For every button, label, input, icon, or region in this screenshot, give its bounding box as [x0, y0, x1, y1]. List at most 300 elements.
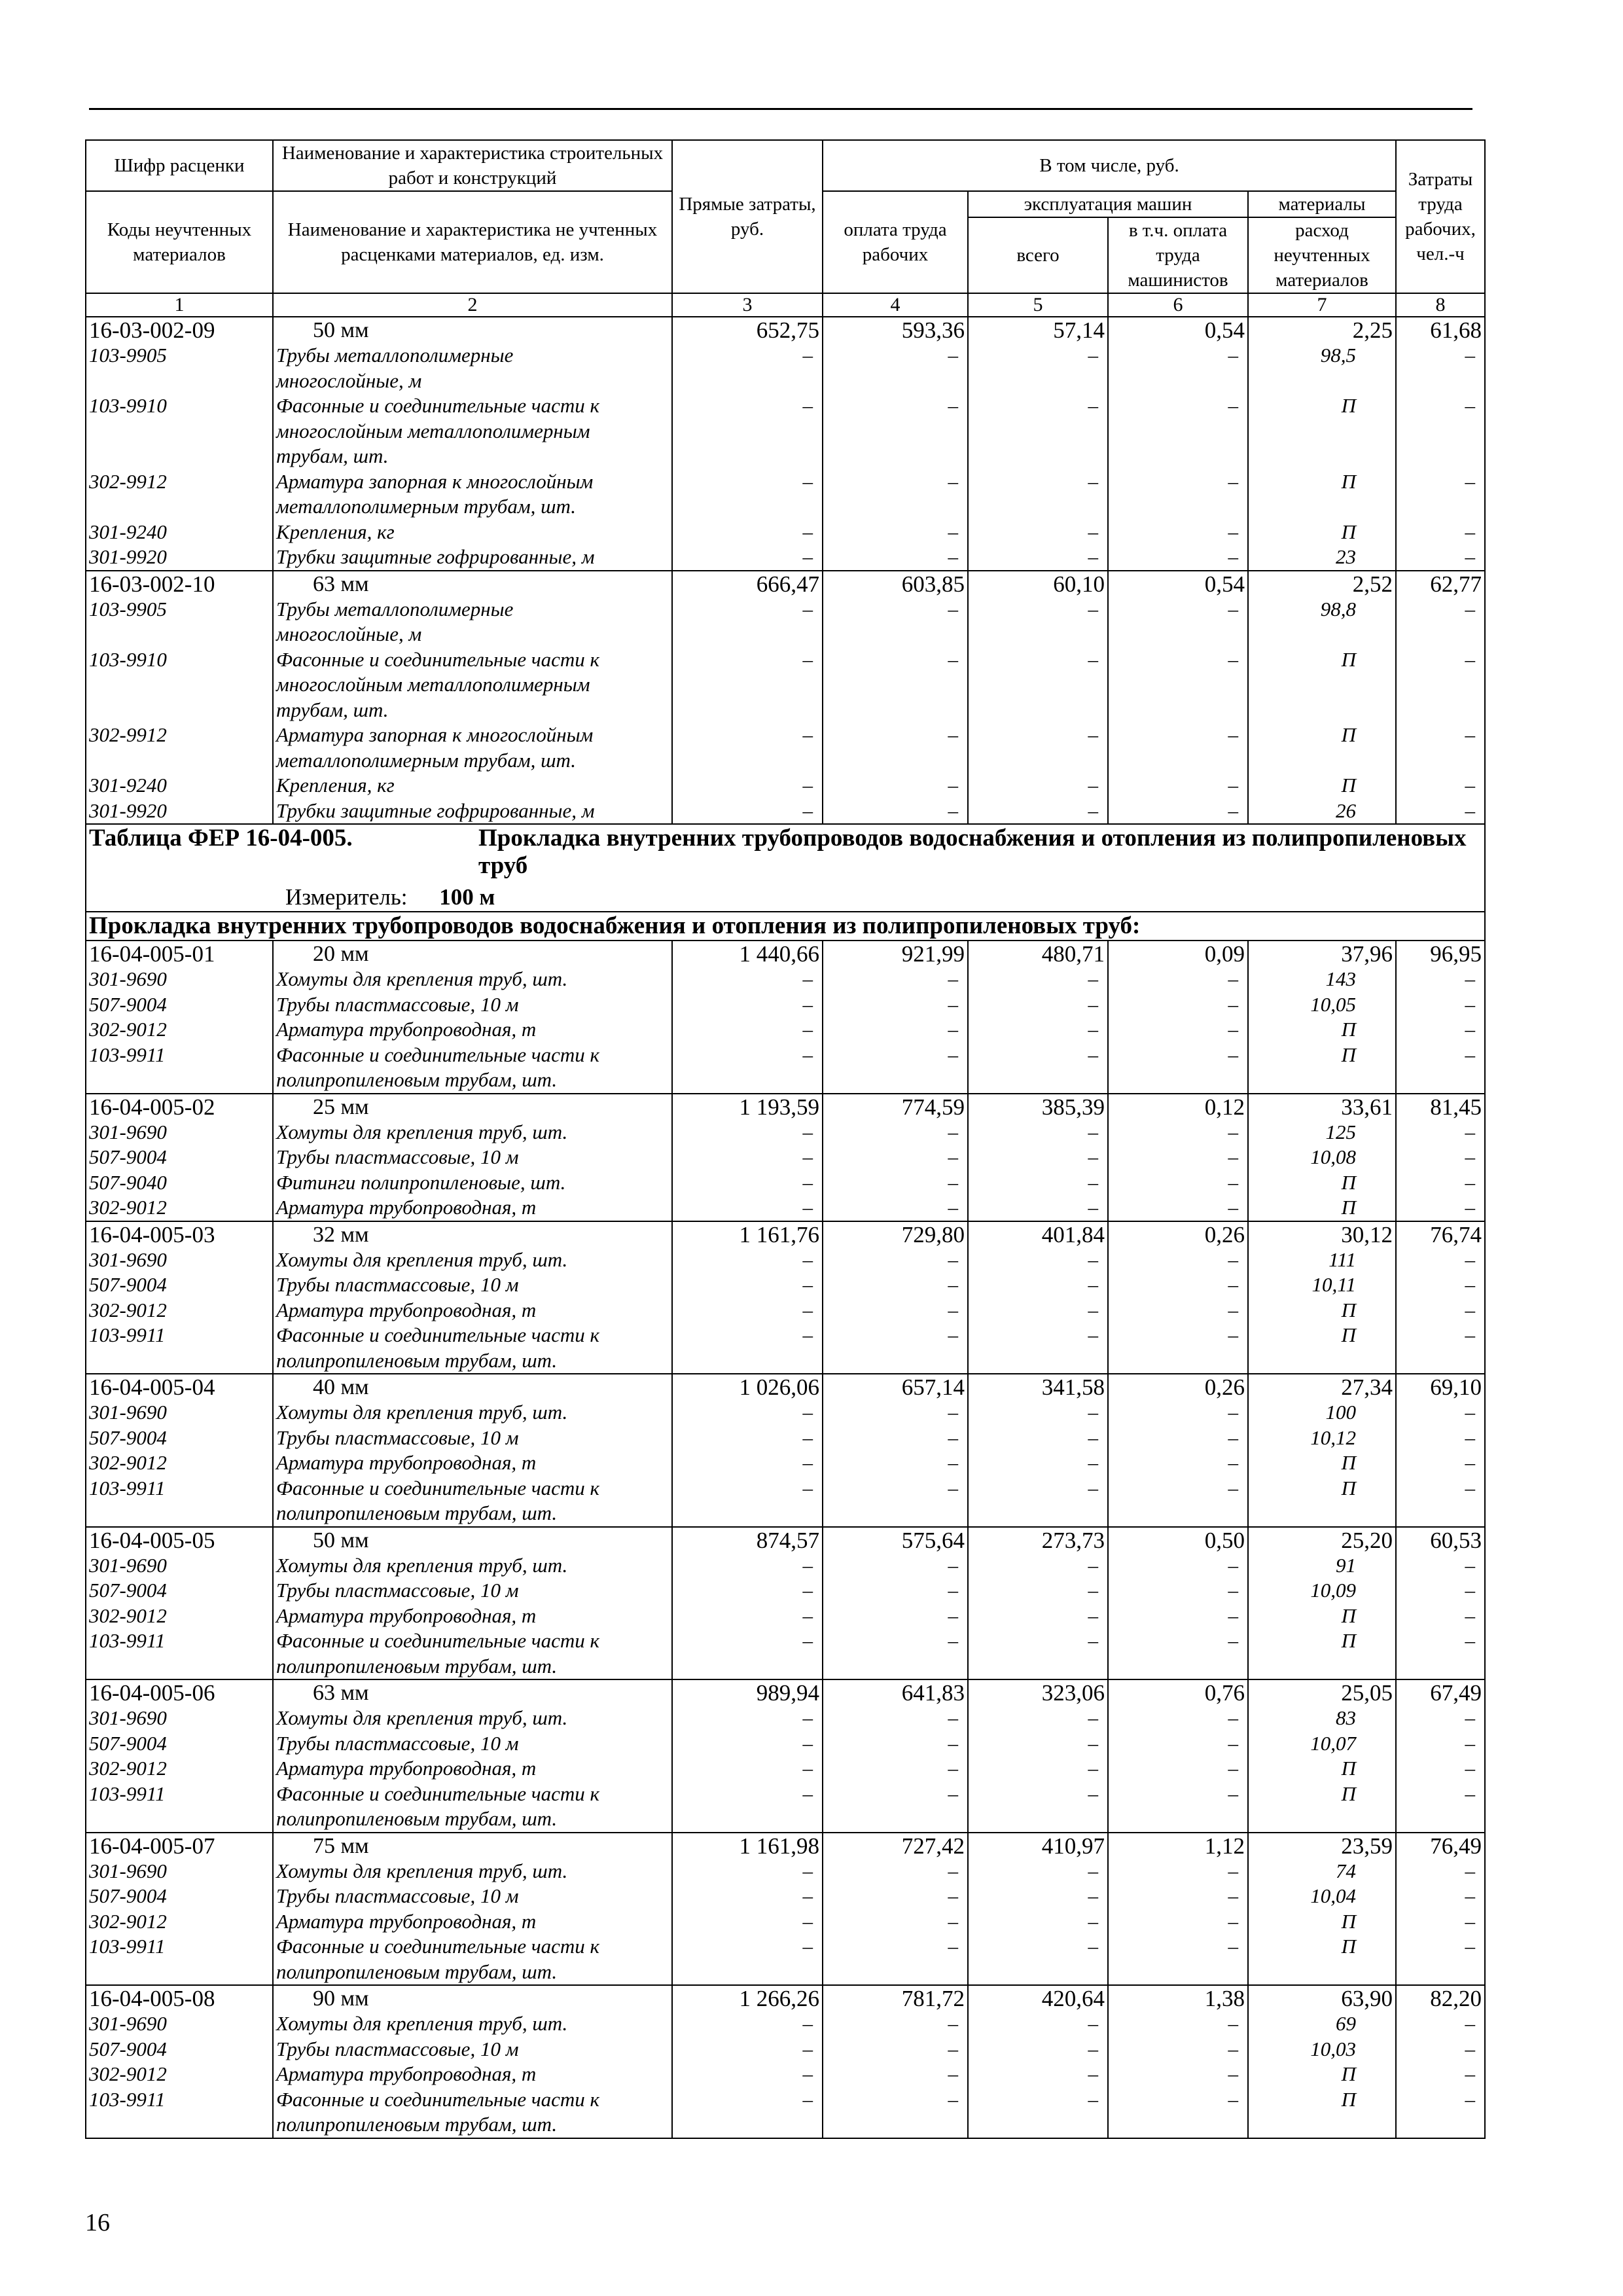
- column-number: 7: [1248, 293, 1396, 317]
- worker-pay-dash: –: [823, 1476, 968, 1527]
- material-consumption: П: [1248, 1043, 1396, 1094]
- machinist-pay-dash: –: [1108, 1170, 1248, 1196]
- material-name-line: Фасонные и соединительные части к: [276, 1935, 600, 1958]
- labor-hours-dash: –: [1396, 1782, 1485, 1833]
- table-row-material: [86, 992, 1485, 1018]
- material-name: [273, 1170, 672, 1196]
- material-name: [273, 647, 672, 723]
- column-number: 4: [823, 293, 968, 317]
- worker-pay-dash: –: [823, 2011, 968, 2037]
- material-name: [273, 1884, 672, 1909]
- section-title: Прокладка внутренних трубопроводов водоснабжения и отопления из полипропиленовых труб: [478, 825, 1467, 879]
- material-name-line: Фитинги полипропиленовые, шт.: [276, 1170, 566, 1194]
- material-code: 507-9004: [86, 1578, 273, 1604]
- worker-pay: 727,42: [823, 1833, 968, 1859]
- material-name: [273, 1628, 672, 1679]
- worker-pay-dash: –: [823, 597, 968, 647]
- material-name-line: Трубы металлополимерные: [276, 597, 514, 620]
- material-name-line: Крепления, кг: [276, 774, 395, 797]
- machines-total-dash: –: [968, 1756, 1108, 1782]
- worker-pay-dash: –: [823, 1706, 968, 1731]
- rate-code: 16-04-005-03: [86, 1221, 273, 1247]
- labor-hours: 81,45: [1396, 1094, 1485, 1120]
- material-consumption: П: [1248, 1298, 1396, 1323]
- material-code: 302-9012: [86, 1756, 273, 1782]
- material-name: [273, 773, 672, 798]
- table-row-material: [86, 545, 1485, 571]
- material-name-line: Арматура трубопроводная, т: [276, 1604, 537, 1627]
- machinist-pay-dash: –: [1108, 2087, 1248, 2138]
- table-row-material: [86, 798, 1485, 825]
- material-name-line: полипропиленовым трубам, шт.: [276, 1348, 558, 1372]
- material-name: [273, 1426, 672, 1451]
- material-consumption: П: [1248, 1628, 1396, 1679]
- labor-hours-dash: –: [1396, 1170, 1485, 1196]
- labor-hours: 82,20: [1396, 1985, 1485, 2011]
- material-consumption: П: [1248, 1323, 1396, 1374]
- labor-hours-dash: –: [1396, 1909, 1485, 1935]
- worker-pay: 921,99: [823, 941, 968, 967]
- rate-name: 63 мм: [273, 571, 672, 597]
- worker-pay: 641,83: [823, 1679, 968, 1706]
- machines-total-dash: –: [968, 1272, 1108, 1298]
- material-consumption: П: [1248, 1604, 1396, 1629]
- labor-hours-dash: –: [1396, 1145, 1485, 1170]
- worker-pay-dash: –: [823, 469, 968, 520]
- direct-costs-dash: –: [672, 1247, 823, 1273]
- machinist-pay-dash: –: [1108, 647, 1248, 723]
- worker-pay-dash: –: [823, 1578, 968, 1604]
- direct-costs-dash: –: [672, 1553, 823, 1579]
- section-subheading: Прокладка внутренних трубопроводов водоснабжения и отопления из полипропиленовых труб:: [86, 912, 1485, 941]
- direct-costs-dash: –: [672, 1476, 823, 1527]
- machines-total-dash: –: [968, 1782, 1108, 1833]
- material-consumption: 10,07: [1248, 1731, 1396, 1757]
- table-row-rate: [86, 571, 1485, 597]
- table-row-material: [86, 1604, 1485, 1629]
- labor-hours-dash: –: [1396, 1884, 1485, 1909]
- materials-cost: 30,12: [1248, 1221, 1396, 1247]
- machinist-pay: 0,26: [1108, 1374, 1248, 1400]
- worker-pay: 774,59: [823, 1094, 968, 1120]
- column-number: 5: [968, 293, 1108, 317]
- material-consumption: 10,09: [1248, 1578, 1396, 1604]
- rate-name: 32 мм: [273, 1221, 672, 1247]
- worker-pay-dash: –: [823, 1400, 968, 1426]
- labor-hours-dash: –: [1396, 1706, 1485, 1731]
- worker-pay-dash: –: [823, 1247, 968, 1273]
- labor-hours-dash: –: [1396, 2087, 1485, 2138]
- material-name-line: Хомуты для крепления труб, шт.: [276, 2012, 568, 2035]
- machinist-pay: 0,50: [1108, 1527, 1248, 1553]
- material-name: [273, 1145, 672, 1170]
- direct-costs-dash: –: [672, 545, 823, 571]
- direct-costs-dash: –: [672, 2037, 823, 2062]
- table-row-material: [86, 1782, 1485, 1833]
- material-name: [273, 1400, 672, 1426]
- header-cell-machines-total: всего: [968, 217, 1108, 293]
- worker-pay: 575,64: [823, 1527, 968, 1553]
- material-consumption: 74: [1248, 1859, 1396, 1884]
- table-row-material: [86, 1756, 1485, 1782]
- material-name: [273, 520, 672, 545]
- material-code: 301-9240: [86, 773, 273, 798]
- worker-pay-dash: –: [823, 992, 968, 1018]
- machines-total-dash: –: [968, 1859, 1108, 1884]
- direct-costs-dash: –: [672, 393, 823, 469]
- direct-costs: 1 026,06: [672, 1374, 823, 1400]
- table-row-material: [86, 393, 1485, 469]
- labor-hours-dash: –: [1396, 1859, 1485, 1884]
- table-row-material: [86, 1706, 1485, 1731]
- material-name: [273, 1934, 672, 1985]
- material-name-line: многослойным металлополимерным: [276, 673, 590, 696]
- worker-pay-dash: –: [823, 545, 968, 571]
- table-row-material: [86, 1884, 1485, 1909]
- labor-hours: 96,95: [1396, 941, 1485, 967]
- labor-hours: 62,77: [1396, 571, 1485, 597]
- header-cell-machinist-pay: в т.ч. оплата труда машинистов: [1108, 217, 1248, 293]
- worker-pay-dash: –: [823, 1145, 968, 1170]
- material-name: [273, 1706, 672, 1731]
- rate-code: 16-03-002-10: [86, 571, 273, 597]
- machinist-pay-dash: –: [1108, 798, 1248, 825]
- material-name-line: Хомуты для крепления труб, шт.: [276, 967, 568, 990]
- section-title-row: [89, 825, 1482, 880]
- material-name-line: Арматура запорная к многослойным: [276, 723, 594, 746]
- material-name-line: Арматура трубопроводная, т: [276, 2062, 537, 2085]
- machines-total: 480,71: [968, 941, 1108, 967]
- direct-costs-dash: –: [672, 798, 823, 825]
- labor-hours-dash: –: [1396, 1628, 1485, 1679]
- machinist-pay-dash: –: [1108, 2037, 1248, 2062]
- table-row-material: [86, 1934, 1485, 1985]
- material-consumption: 83: [1248, 1706, 1396, 1731]
- material-name: [273, 1859, 672, 1884]
- table-row-rate: [86, 317, 1485, 343]
- material-code: 302-9012: [86, 2062, 273, 2087]
- materials-cost: 2,52: [1248, 571, 1396, 597]
- machinist-pay-dash: –: [1108, 1120, 1248, 1145]
- material-code: 302-9012: [86, 1017, 273, 1043]
- material-consumption: П: [1248, 723, 1396, 773]
- machines-total: 385,39: [968, 1094, 1108, 1120]
- table-row-rate: [86, 1679, 1485, 1706]
- labor-hours-dash: –: [1396, 597, 1485, 647]
- material-code: 507-9004: [86, 1272, 273, 1298]
- machinist-pay-dash: –: [1108, 1017, 1248, 1043]
- labor-hours-dash: –: [1396, 1426, 1485, 1451]
- direct-costs-dash: –: [672, 1604, 823, 1629]
- material-consumption: 23: [1248, 545, 1396, 571]
- direct-costs-dash: –: [672, 343, 823, 393]
- worker-pay-dash: –: [823, 773, 968, 798]
- material-code: 103-9910: [86, 647, 273, 723]
- machinist-pay-dash: –: [1108, 1553, 1248, 1579]
- machines-total-dash: –: [968, 1578, 1108, 1604]
- material-name-line: Трубы пластмассовые, 10 м: [276, 2037, 519, 2060]
- material-consumption: П: [1248, 1195, 1396, 1221]
- labor-hours-dash: –: [1396, 1756, 1485, 1782]
- machinist-pay-dash: –: [1108, 1476, 1248, 1527]
- worker-pay-dash: –: [823, 1272, 968, 1298]
- machines-total: 273,73: [968, 1527, 1108, 1553]
- labor-hours-dash: –: [1396, 2037, 1485, 2062]
- material-code: 507-9004: [86, 1731, 273, 1757]
- material-name: [273, 798, 672, 825]
- machines-total-dash: –: [968, 1604, 1108, 1629]
- material-name: [273, 1323, 672, 1374]
- material-code: 103-9910: [86, 393, 273, 469]
- material-consumption: 10,12: [1248, 1426, 1396, 1451]
- material-consumption: 69: [1248, 2011, 1396, 2037]
- direct-costs: 1 440,66: [672, 941, 823, 967]
- worker-pay-dash: –: [823, 2062, 968, 2087]
- table-row-material: [86, 1909, 1485, 1935]
- material-consumption: П: [1248, 1017, 1396, 1043]
- materials-cost: 2,25: [1248, 317, 1396, 343]
- labor-hours-dash: –: [1396, 798, 1485, 825]
- material-consumption: 98,5: [1248, 343, 1396, 393]
- material-code: 507-9004: [86, 2037, 273, 2062]
- material-name-line: полипропиленовым трубам, шт.: [276, 1068, 558, 1091]
- labor-hours-dash: –: [1396, 1476, 1485, 1527]
- header-cell-labor-hours: Затраты труда рабочих, чел.-ч: [1396, 140, 1485, 293]
- material-name-line: Арматура трубопроводная, т: [276, 1018, 537, 1041]
- material-code: 301-9690: [86, 1247, 273, 1273]
- table-header: [86, 140, 1485, 317]
- machinist-pay: 0,09: [1108, 941, 1248, 967]
- machines-total-dash: –: [968, 2011, 1108, 2037]
- machines-total-dash: –: [968, 2062, 1108, 2087]
- machinist-pay-dash: –: [1108, 1578, 1248, 1604]
- machinist-pay-dash: –: [1108, 1756, 1248, 1782]
- worker-pay-dash: –: [823, 1017, 968, 1043]
- machines-total-dash: –: [968, 992, 1108, 1018]
- material-name-line: Хомуты для крепления труб, шт.: [276, 1859, 568, 1882]
- direct-costs-dash: –: [672, 1628, 823, 1679]
- table-row-material: [86, 1859, 1485, 1884]
- material-name-line: Крепления, кг: [276, 520, 395, 543]
- direct-costs-dash: –: [672, 469, 823, 520]
- machinist-pay-dash: –: [1108, 520, 1248, 545]
- header-cell-material-names: Наименование и характеристика не учтенных расценками материалов, ед. изм.: [273, 191, 672, 293]
- material-name-line: Арматура запорная к многослойным: [276, 469, 594, 493]
- table-row-rate: [86, 941, 1485, 967]
- worker-pay-dash: –: [823, 1859, 968, 1884]
- labor-hours: 61,68: [1396, 317, 1485, 343]
- material-code: 302-9912: [86, 723, 273, 773]
- direct-costs-dash: –: [672, 1426, 823, 1451]
- column-number: 2: [273, 293, 672, 317]
- worker-pay-dash: –: [823, 520, 968, 545]
- worker-pay-dash: –: [823, 1628, 968, 1679]
- materials-cost: 33,61: [1248, 1094, 1396, 1120]
- material-name-line: Хомуты для крепления труб, шт.: [276, 1247, 568, 1271]
- material-code: 507-9004: [86, 1145, 273, 1170]
- section-header: [86, 824, 1485, 912]
- material-name: [273, 1476, 672, 1527]
- direct-costs: 1 161,98: [672, 1833, 823, 1859]
- header-cell-direct-costs: Прямые затраты, руб.: [672, 140, 823, 293]
- labor-hours-dash: –: [1396, 343, 1485, 393]
- machines-total-dash: –: [968, 520, 1108, 545]
- materials-cost: 23,59: [1248, 1833, 1396, 1859]
- labor-hours-dash: –: [1396, 520, 1485, 545]
- labor-hours-dash: –: [1396, 1298, 1485, 1323]
- direct-costs-dash: –: [672, 1578, 823, 1604]
- worker-pay-dash: –: [823, 2037, 968, 2062]
- machinist-pay: 0,54: [1108, 317, 1248, 343]
- rate-code: 16-04-005-06: [86, 1679, 273, 1706]
- worker-pay-dash: –: [823, 967, 968, 992]
- machines-total-dash: –: [968, 1170, 1108, 1196]
- rate-name: 75 мм: [273, 1833, 672, 1859]
- table-row-material: [86, 1170, 1485, 1196]
- direct-costs-dash: –: [672, 1323, 823, 1374]
- machinist-pay-dash: –: [1108, 545, 1248, 571]
- material-code: 103-9911: [86, 1323, 273, 1374]
- table-row-material: [86, 2062, 1485, 2087]
- machines-total-dash: –: [968, 1934, 1108, 1985]
- material-code: 301-9240: [86, 520, 273, 545]
- direct-costs-dash: –: [672, 1298, 823, 1323]
- material-name: [273, 1043, 672, 1094]
- table-row-material: [86, 1400, 1485, 1426]
- material-name-line: металлополимерным трубам, шт.: [276, 495, 577, 518]
- machines-total-dash: –: [968, 1731, 1108, 1757]
- material-code: 301-9690: [86, 967, 273, 992]
- material-name-line: трубам, шт.: [276, 444, 389, 467]
- material-name: [273, 723, 672, 773]
- table-row-material: [86, 1298, 1485, 1323]
- material-name: [273, 1909, 672, 1935]
- material-name-line: Фасонные и соединительные части к: [276, 394, 600, 417]
- table-row-material: [86, 723, 1485, 773]
- material-code: 302-9012: [86, 1909, 273, 1935]
- labor-hours: 67,49: [1396, 1679, 1485, 1706]
- material-name-line: Трубы металлополимерные: [276, 344, 514, 367]
- material-name: [273, 1298, 672, 1323]
- material-code: 301-9690: [86, 1400, 273, 1426]
- direct-costs: 874,57: [672, 1527, 823, 1553]
- material-name-line: Трубы пластмассовые, 10 м: [276, 1579, 519, 1602]
- material-name-line: Арматура трубопроводная, т: [276, 1298, 537, 1321]
- labor-hours-dash: –: [1396, 1043, 1485, 1094]
- worker-pay: 603,85: [823, 571, 968, 597]
- material-consumption: 10,05: [1248, 992, 1396, 1018]
- machinist-pay-dash: –: [1108, 1731, 1248, 1757]
- material-code: 302-9912: [86, 469, 273, 520]
- header-cell-worker-pay: оплата труда рабочих: [823, 191, 968, 293]
- material-name-line: Арматура трубопроводная, т: [276, 1451, 537, 1474]
- labor-hours-dash: –: [1396, 1400, 1485, 1426]
- material-name-line: Трубы пластмассовые, 10 м: [276, 992, 519, 1016]
- material-consumption: 98,8: [1248, 597, 1396, 647]
- material-name: [273, 597, 672, 647]
- machines-total-dash: –: [968, 647, 1108, 723]
- worker-pay-dash: –: [823, 1323, 968, 1374]
- measure-label: Измеритель:: [285, 884, 408, 910]
- table-row-rate: [86, 1833, 1485, 1859]
- machines-total-dash: –: [968, 1323, 1108, 1374]
- table-row-material: [86, 1145, 1485, 1170]
- material-name-line: полипропиленовым трубам, шт.: [276, 1960, 558, 1983]
- column-number: 1: [86, 293, 273, 317]
- rate-code: 16-04-005-02: [86, 1094, 273, 1120]
- machinist-pay-dash: –: [1108, 1426, 1248, 1451]
- material-name: [273, 2011, 672, 2037]
- machines-total-dash: –: [968, 343, 1108, 393]
- worker-pay-dash: –: [823, 1756, 968, 1782]
- price-table: [85, 139, 1486, 2139]
- material-name: [273, 1120, 672, 1145]
- material-name: [273, 1604, 672, 1629]
- direct-costs-dash: –: [672, 2011, 823, 2037]
- material-consumption: П: [1248, 2087, 1396, 2138]
- worker-pay-dash: –: [823, 647, 968, 723]
- material-name: [273, 343, 672, 393]
- direct-costs-dash: –: [672, 1170, 823, 1196]
- header-cell-including: В том числе, руб.: [823, 140, 1396, 191]
- labor-hours-dash: –: [1396, 1604, 1485, 1629]
- table-row-material: [86, 1247, 1485, 1273]
- section-measure: [89, 880, 1482, 911]
- material-name-line: трубам, шт.: [276, 698, 389, 721]
- material-consumption: П: [1248, 520, 1396, 545]
- material-name-line: Арматура трубопроводная, т: [276, 1909, 537, 1933]
- direct-costs-dash: –: [672, 723, 823, 773]
- material-name: [273, 992, 672, 1018]
- direct-costs: 1 193,59: [672, 1094, 823, 1120]
- machines-total-dash: –: [968, 1043, 1108, 1094]
- header-cell-work-name: Наименование и характеристика строительных работ и конструкций: [273, 140, 672, 191]
- rate-name: 50 мм: [273, 1527, 672, 1553]
- labor-hours-dash: –: [1396, 1247, 1485, 1273]
- machinist-pay-dash: –: [1108, 597, 1248, 647]
- material-code: 301-9690: [86, 2011, 273, 2037]
- machines-total-dash: –: [968, 1628, 1108, 1679]
- material-consumption: 10,08: [1248, 1145, 1396, 1170]
- material-consumption: П: [1248, 1450, 1396, 1476]
- machines-total-dash: –: [968, 469, 1108, 520]
- direct-costs-dash: –: [672, 1195, 823, 1221]
- machinist-pay-dash: –: [1108, 967, 1248, 992]
- machinist-pay-dash: –: [1108, 2011, 1248, 2037]
- material-code: 103-9911: [86, 1628, 273, 1679]
- table-row-material: [86, 1450, 1485, 1476]
- machines-total-dash: –: [968, 1450, 1108, 1476]
- machines-total-dash: –: [968, 393, 1108, 469]
- direct-costs-dash: –: [672, 1756, 823, 1782]
- material-code: 302-9012: [86, 1195, 273, 1221]
- material-name: [273, 1553, 672, 1579]
- material-name-line: Фасонные и соединительные части к: [276, 1323, 600, 1346]
- material-name: [273, 1017, 672, 1043]
- material-name-line: Хомуты для крепления труб, шт.: [276, 1706, 568, 1729]
- table-row-material: [86, 1476, 1485, 1527]
- labor-hours-dash: –: [1396, 393, 1485, 469]
- labor-hours-dash: –: [1396, 992, 1485, 1018]
- labor-hours-dash: –: [1396, 469, 1485, 520]
- machines-total-dash: –: [968, 773, 1108, 798]
- material-consumption: 143: [1248, 967, 1396, 992]
- material-code: 103-9911: [86, 1476, 273, 1527]
- material-code: 302-9012: [86, 1450, 273, 1476]
- material-name: [273, 1731, 672, 1757]
- machines-total: 57,14: [968, 317, 1108, 343]
- material-consumption: П: [1248, 469, 1396, 520]
